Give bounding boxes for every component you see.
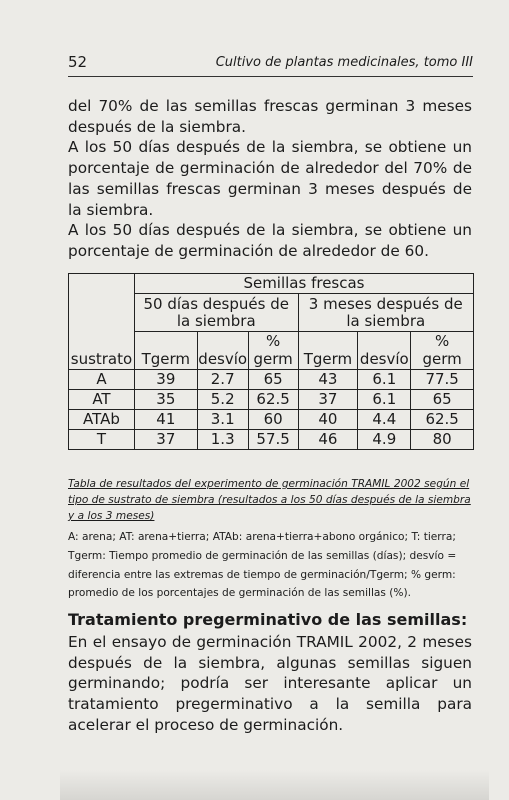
table-cell: T — [69, 430, 135, 450]
table-cell: 6.1 — [358, 370, 411, 390]
table-row — [69, 410, 474, 430]
percent-header: % — [248, 332, 298, 351]
group-header-3-months: 3 meses después de la siembra — [298, 294, 473, 332]
table-cell: 5.2 — [197, 390, 248, 410]
table-cell: 37 — [298, 390, 358, 410]
page-bottom-shadow — [60, 770, 489, 800]
paragraph: A los 50 días después de la siembra, se obtiene un porcentaje de germinación de alrededor de 60. — [68, 221, 472, 260]
column-header: sustrato — [69, 350, 135, 370]
column-header: Tgerm — [134, 350, 197, 370]
paragraph: del 70% de las semillas frescas germinan 3 meses después de la siembra. — [68, 97, 472, 136]
empty-cell — [358, 332, 411, 351]
header-rule — [68, 76, 473, 77]
table-cell: 6.1 — [358, 390, 411, 410]
table-cell: 80 — [411, 430, 474, 450]
table-cell: 65 — [411, 390, 474, 410]
body-text — [68, 96, 472, 262]
table-row — [69, 430, 474, 450]
column-header: germ — [411, 350, 474, 370]
table-row — [69, 370, 474, 390]
table-cell: 35 — [134, 390, 197, 410]
table-corner-cell — [69, 294, 135, 313]
table-cell: 40 — [298, 410, 358, 430]
table-cell: A — [69, 370, 135, 390]
table-cell: ATAb — [69, 410, 135, 430]
table-caption: Tabla de resultados del experimento de germinación TRAMIL 2002 según el tipo de sustrato de siembra (resultados a los 50 días después de la siembra y a los 3 meses) — [68, 478, 471, 522]
column-header: germ — [248, 350, 298, 370]
table-cell: 39 — [134, 370, 197, 390]
column-header: desvío — [358, 350, 411, 370]
table-title: Semillas frescas — [134, 274, 473, 294]
table-cell: 65 — [248, 370, 298, 390]
table-cell: 57.5 — [248, 430, 298, 450]
empty-cell — [298, 332, 358, 351]
paragraph: A los 50 días después de la siembra, se obtiene un porcentaje de germinación de alrededor del 70% de las semillas frescas germinan 3 meses después de la siembra. — [68, 138, 472, 219]
table-cell: 4.4 — [358, 410, 411, 430]
table-cell: 60 — [248, 410, 298, 430]
column-header: Tgerm — [298, 350, 358, 370]
germination-table — [68, 273, 474, 450]
table-corner-cell — [69, 274, 135, 294]
legend-line: A: arena; AT: arena+tierra; ATAb: arena+tierra+abono orgánico; T: tierra; — [68, 531, 456, 543]
page-header — [68, 53, 473, 75]
section-heading: Tratamiento pregerminativo de las semillas: — [68, 610, 468, 629]
table-cell: 2.7 — [197, 370, 248, 390]
table-cell: AT — [69, 390, 135, 410]
table-cell: 46 — [298, 430, 358, 450]
table-corner-cell — [69, 332, 135, 351]
group-header-50-days: 50 días después de la siembra — [134, 294, 298, 332]
table-cell: 3.1 — [197, 410, 248, 430]
section-paragraph: En el ensayo de germinación TRAMIL 2002, 2 meses después de la siembra, algunas semillas siguen germinando; podría ser interesante aplicar un tratamiento pregerminativo a la semilla para acelerar el proceso de germinación. — [68, 633, 472, 734]
empty-cell — [197, 332, 248, 351]
table-cell: 1.3 — [197, 430, 248, 450]
page-number: 52 — [68, 53, 88, 71]
table-cell: 77.5 — [411, 370, 474, 390]
legend-line: Tgerm: Tiempo promedio de germinación de las semillas (días); desvío = diferencia entre las extremas de tiempo de germinación/Tgerm; % germ: promedio de los porcentajes de germinación de las semillas (%). — [68, 549, 457, 600]
table-legend — [68, 528, 478, 603]
table-cell: 41 — [134, 410, 197, 430]
percent-header: % — [411, 332, 474, 351]
table-row — [69, 390, 474, 410]
table-cell: 62.5 — [411, 410, 474, 430]
table-corner-cell — [69, 313, 135, 332]
table-cell: 4.9 — [358, 430, 411, 450]
table-cell: 37 — [134, 430, 197, 450]
running-title: Cultivo de plantas medicinales, tomo III — [215, 55, 473, 70]
column-header: desvío — [198, 350, 248, 368]
empty-cell — [134, 332, 197, 351]
table-cell: 62.5 — [248, 390, 298, 410]
table-cell: 43 — [298, 370, 358, 390]
